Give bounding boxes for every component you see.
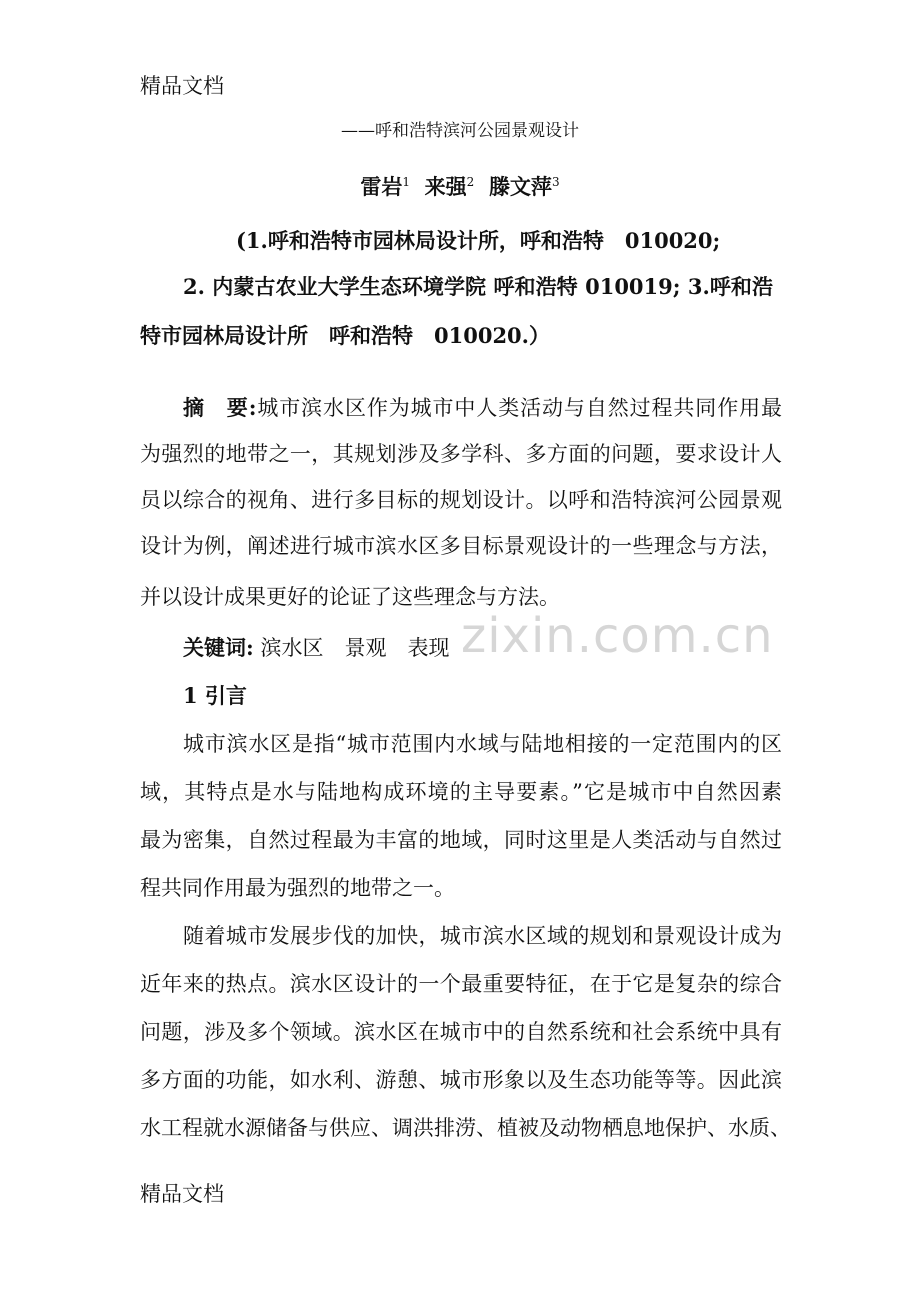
affiliation-line: 特市园林局设计所 呼和浩特 010020.） bbox=[140, 323, 550, 348]
page-footer: 精品文档 bbox=[140, 1182, 224, 1206]
section-heading: 1 引言 bbox=[183, 683, 247, 708]
paragraph-line: 域，其特点是水与陆地构成环境的主导要素。”它是城市中自然因素 bbox=[140, 780, 782, 804]
author-name: 雷岩 bbox=[360, 174, 403, 199]
author-sup: 2 bbox=[466, 175, 475, 189]
paragraph-line: 水工程就水源储备与供应、调洪排涝、植被及动物栖息地保护、水质、 bbox=[140, 1116, 791, 1140]
author-sup: 3 bbox=[551, 175, 560, 189]
abstract-label: 摘 要: bbox=[183, 395, 257, 420]
keywords-line bbox=[183, 632, 449, 662]
affiliation-line: (1.呼和浩特市园林局设计所，呼和浩特 010020; bbox=[236, 228, 721, 253]
paragraph-line: 程共同作用最为强烈的地带之一。 bbox=[140, 876, 455, 900]
paragraph-line: 多方面的功能，如水利、游憩、城市形象以及生态功能等等。因此滨 bbox=[140, 1068, 782, 1092]
paragraph-line: 近年来的热点。滨水区设计的一个最重要特征，在于它是复杂的综合 bbox=[140, 972, 782, 996]
abstract-text: 城市滨水区作为城市中人类活动与自然过程共同作用最 bbox=[256, 396, 782, 420]
paragraph-line: 最为密集，自然过程最为丰富的地域，同时这里是人类活动与自然过 bbox=[140, 828, 782, 852]
paragraph-line: 城市滨水区是指“城市范围内水域与陆地相接的一定范围内的区 bbox=[183, 732, 782, 756]
keywords-label: 关键词: bbox=[183, 635, 254, 660]
watermark: zixin.com.cn bbox=[461, 608, 774, 664]
keywords-value: 滨水区 景观 表现 bbox=[260, 636, 450, 660]
paragraph-line: 问题，涉及多个领域。滨水区在城市中的自然系统和社会系统中具有 bbox=[140, 1020, 782, 1044]
page-header: 精品文档 bbox=[140, 74, 224, 98]
authors-line bbox=[0, 171, 920, 201]
author-name: 来强 bbox=[424, 174, 467, 199]
abstract-line: 设计为例，阐述进行城市滨水区多目标景观设计的一些理念与方法， bbox=[140, 534, 782, 558]
abstract-line: 并以设计成果更好的论证了这些理念与方法。 bbox=[140, 585, 560, 609]
subtitle: ——呼和浩特滨河公园景观设计 bbox=[341, 121, 579, 141]
abstract-line: 为强烈的地带之一，其规划涉及多学科、多方面的问题，要求设计人 bbox=[140, 442, 782, 466]
author-sup: 1 bbox=[402, 175, 411, 189]
abstract-first-line bbox=[183, 392, 782, 422]
author-name: 滕文萍 bbox=[488, 174, 552, 199]
abstract-line: 员以综合的视角、进行多目标的规划设计。以呼和浩特滨河公园景观 bbox=[140, 488, 782, 512]
paragraph-line: 随着城市发展步伐的加快，城市滨水区域的规划和景观设计成为 bbox=[183, 924, 782, 948]
affiliation-line: 2. 内蒙古农业大学生态环境学院 呼和浩特 010019; 3.呼和浩 bbox=[183, 274, 773, 299]
